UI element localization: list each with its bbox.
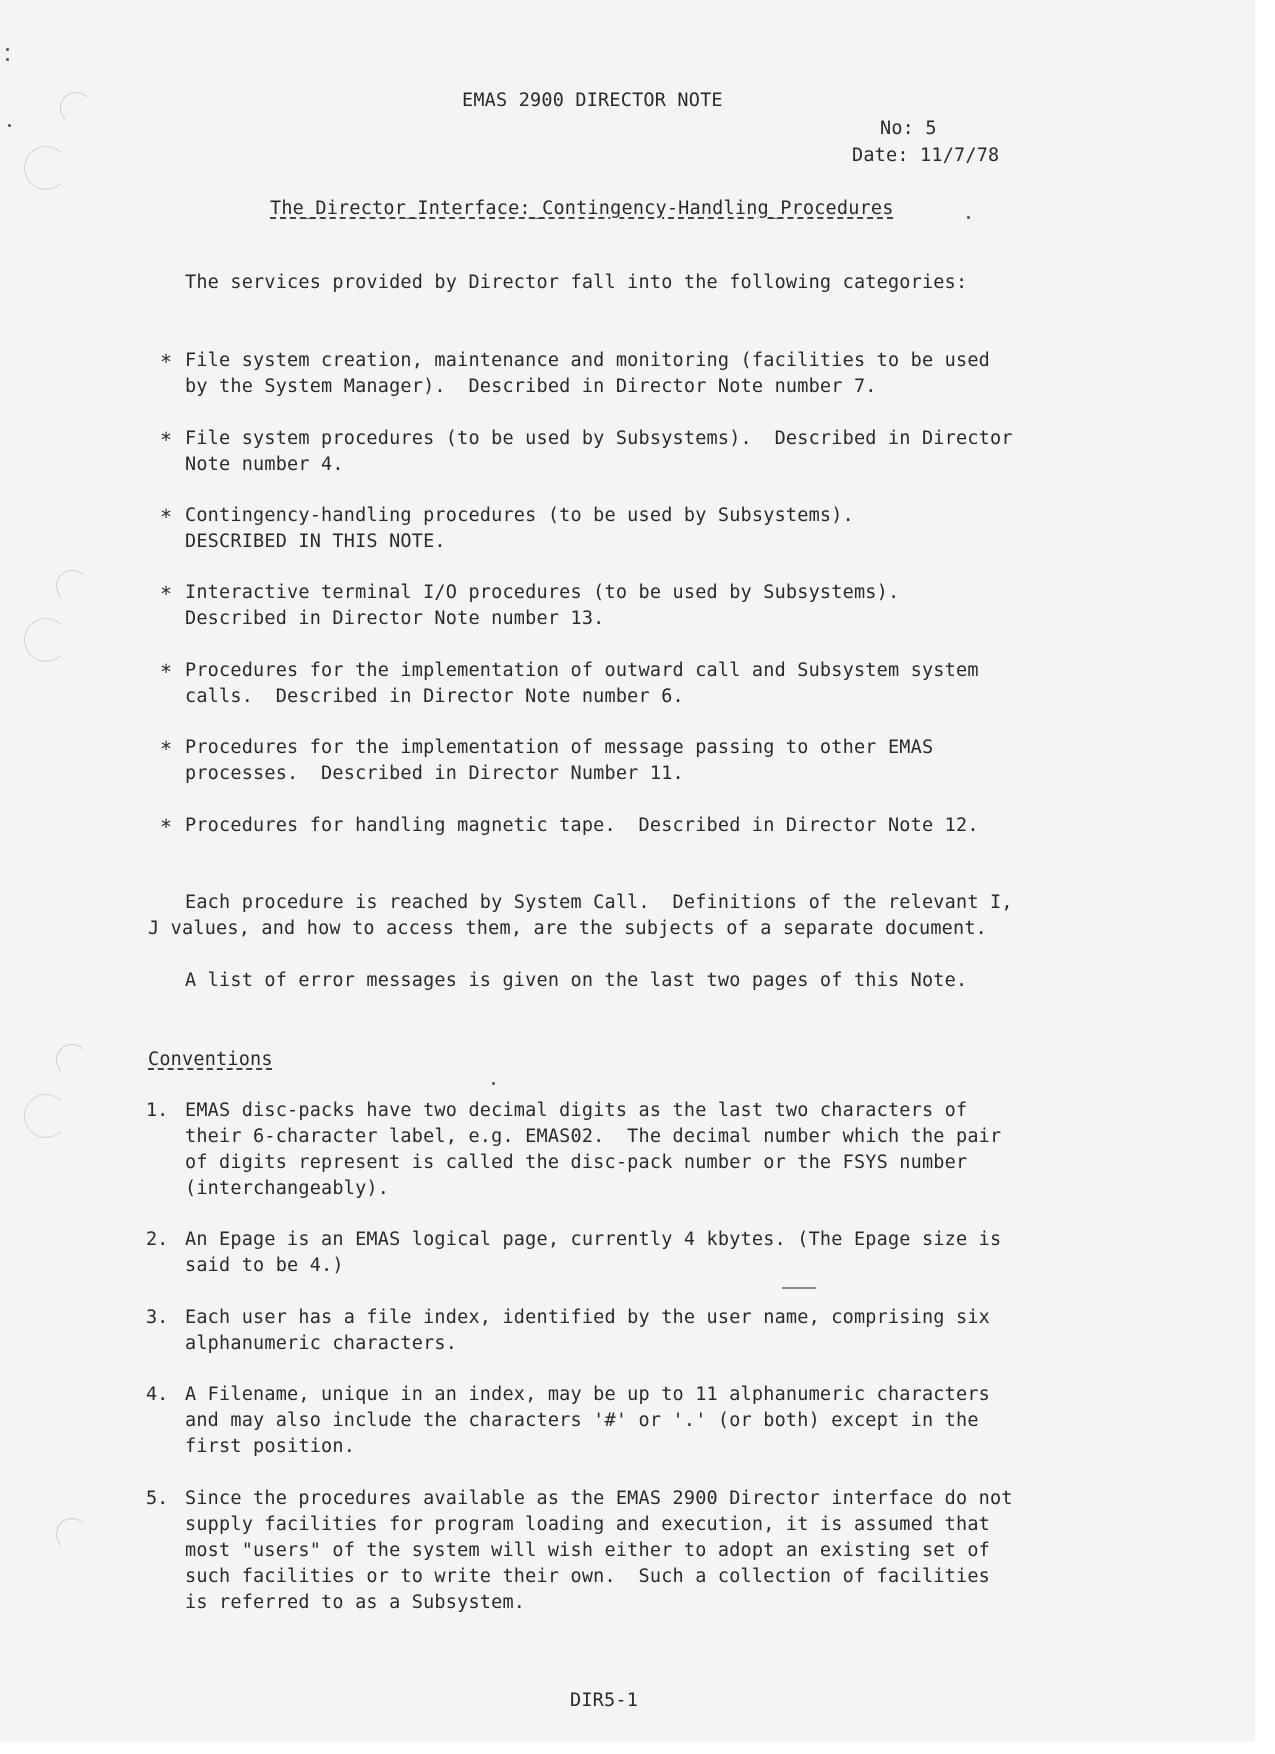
item-line: supply facilities for program loading and execution, it is assumed that [185,1514,990,1535]
bullet-asterisk: * [160,428,173,452]
punch-hole-mark [24,1094,68,1138]
item-line: alphanumeric characters. [185,1333,458,1354]
list-item-line: Described in Director Note number 13. [185,608,605,629]
scan-speck [967,216,970,219]
item-line: (interchangeably). [185,1178,390,1199]
item-line: said to be 4.) [185,1255,344,1276]
bullet-asterisk: * [160,505,173,529]
note-number: No: 5 [880,118,937,139]
item-line: of digits represent is called the disc-pack number or the FSYS number [185,1152,968,1173]
document-title: EMAS 2900 DIRECTOR NOTE [462,90,723,111]
item-line: most "users" of the system will wish either to adopt an existing set of [185,1540,990,1561]
bullet-asterisk: * [160,350,173,374]
item-line: is referred to as a Subsystem. [185,1592,526,1613]
paragraph-line: Each procedure is reached by System Call. Definitions of the relevant I, [185,892,1013,913]
punch-hole-mark [60,92,92,124]
item-line: An Epage is an EMAS logical page, currently 4 kbytes. (The Epage size is [185,1229,1002,1250]
item-number: 2. [146,1229,169,1250]
list-item-line: DESCRIBED IN THIS NOTE. [185,531,446,552]
document-subject: The_Director_Interface:_Contingency-Handling_Procedures [270,198,894,219]
list-item-line: Procedures for handling magnetic tape. Described in Director Note 12. [185,815,979,836]
list-item-line: Contingency-handling procedures (to be used by Subsystems). [185,505,854,526]
bullet-asterisk: * [160,737,173,761]
punch-hole-mark [56,1518,88,1550]
list-item-line: Procedures for the implementation of outward call and Subsystem system [185,660,979,681]
scan-edge [0,1742,1275,1754]
list-item-line: Procedures for the implementation of message passing to other EMAS [185,737,934,758]
item-number: 5. [146,1488,169,1509]
item-line: and may also include the characters '#' or '.' (or both) except in the [185,1410,979,1431]
list-item-line: File system procedures (to be used by Subsystems). Described in Director [185,428,1013,449]
intro-text: The services provided by Director fall into the following categories: [185,272,968,293]
scan-speck [6,58,9,61]
scan-mark [782,1287,816,1289]
item-line: A Filename, unique in an index, may be up to 11 alphanumeric characters [185,1384,990,1405]
list-item-line: by the System Manager). Described in Director Note number 7. [185,376,877,397]
list-item-line: processes. Described in Director Number 11. [185,763,684,784]
punch-hole-mark [56,1044,88,1076]
item-line: first position. [185,1436,356,1457]
scan-edge [1255,0,1275,1754]
list-item-line: Interactive terminal I/O procedures (to be used by Subsystems). [185,582,900,603]
bullet-asterisk: * [160,815,173,839]
item-line: Since the procedures available as the EMAS 2900 Director interface do not [185,1488,1013,1509]
list-item-line: File system creation, maintenance and monitoring (facilities to be used [185,350,990,371]
punch-hole-mark [24,618,68,662]
list-item-line: Note number 4. [185,454,344,475]
item-line: such facilities or to write their own. Such a collection of facilities [185,1566,990,1587]
bullet-asterisk: * [160,582,173,606]
paragraph-text: A list of error messages is given on the last two pages of this Note. [185,970,968,991]
item-line: Each user has a file index, identified by the user name, comprising six [185,1307,990,1328]
item-line: their 6-character label, e.g. EMAS02. The decimal number which the pair [185,1126,1002,1147]
bullet-asterisk: * [160,660,173,684]
item-number: 3. [146,1307,169,1328]
punch-hole-mark [56,570,88,602]
paragraph-line: J values, and how to access them, are the subjects of a separate document. [148,918,988,939]
page-footer: DIR5-1 [570,1690,639,1711]
item-line: EMAS disc-packs have two decimal digits as the last two characters of [185,1100,968,1121]
note-date: Date: 11/7/78 [852,145,1000,166]
scan-speck [492,1082,495,1085]
section-heading: Conventions [148,1049,273,1070]
item-number: 1. [146,1100,169,1121]
list-item-line: calls. Described in Director Note number 6. [185,686,684,707]
punch-hole-mark [24,146,68,190]
scan-speck [8,124,11,127]
scan-speck [6,48,9,51]
item-number: 4. [146,1384,169,1405]
